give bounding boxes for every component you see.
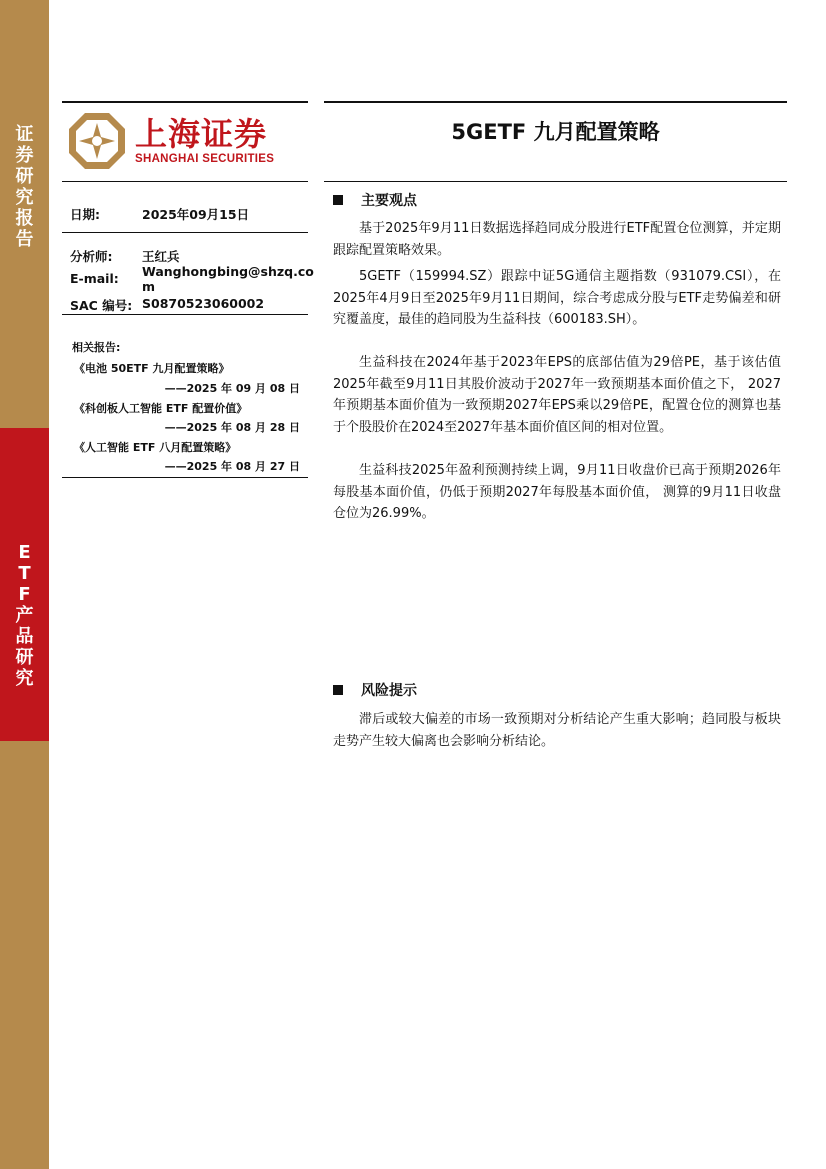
analyst-value: 王红兵 — [142, 249, 180, 264]
logo-text-cn: 上海证券 — [135, 115, 268, 153]
sac-value: S0870523060002 — [142, 296, 265, 311]
email-label: E-mail: — [70, 271, 119, 286]
document-title: 5GETF 九月配置策略 — [451, 120, 660, 144]
paragraph: 基于2025年9月11日数据选择趋同成分股进行ETF配置仓位测算，并定期跟踪配置策略效果。 — [333, 221, 781, 258]
side-top-text: 证券研究报告 — [15, 124, 34, 250]
paragraph: 生益科技在2024年基于2023年EPS的底部估值为29倍PE，基于该估值2025年截至9月11日其股价波动于2027年一致预期基本面价值之下， 2027年预期基本面价值为一致预期2027年EPS乘以29倍PE，配置仓位的测算也基于个股股价在2024至2027年基本面价值区间的相对位置。 — [333, 355, 781, 435]
header-rule-right — [324, 101, 787, 103]
header-bottom-rule-right — [324, 181, 787, 182]
paragraph: 5GETF（159994.SZ）跟踪中证5G通信主题指数（931079.CSI），在2025年4月9日至2025年9月11日期间，综合考虑成分股与ETF走势偏差和研究覆盖度，最佳的趋同股为生益科技（600183.SH）。 — [333, 269, 781, 327]
section-heading-text: 主要观点 — [361, 193, 417, 209]
related-reports-title: 相关报告: — [72, 341, 121, 354]
sac-label: SAC 编号: — [70, 298, 133, 313]
side-label-category — [0, 542, 49, 689]
header-rule-left — [62, 101, 308, 103]
bullet-square-icon — [333, 685, 343, 695]
side-mid-text: ETF产品研究 — [15, 542, 34, 689]
logo-text-en: SHANGHAI SECURITIES — [135, 153, 275, 165]
related-report-date: ——2025 年 08 月 28 日 — [164, 421, 300, 434]
info-rule-2 — [62, 314, 308, 315]
section-heading-key-points — [333, 190, 417, 210]
analyst-label: 分析师: — [70, 249, 113, 264]
paragraph: 生益科技2025年盈利预测持续上调，9月11日收盘价已高于预期2026年每股基本面价值，仍低于预期2027年每股基本面价值， 测算的9月11日收盘仓位为26.99%。 — [333, 463, 781, 521]
related-report-date: ——2025 年 08 月 27 日 — [164, 460, 300, 473]
date-value: 2025年09月15日 — [142, 207, 250, 222]
date-label: 日期: — [70, 207, 100, 222]
related-report-name[interactable]: 《人工智能 ETF 八月配置策略》 — [74, 441, 237, 454]
related-rule — [62, 477, 308, 478]
related-report-name[interactable]: 《电池 50ETF 九月配置策略》 — [74, 362, 230, 375]
email-value-line1[interactable]: Wanghongbing@shzq.co — [142, 264, 314, 279]
bullet-square-icon — [333, 195, 343, 205]
company-logo-icon — [67, 111, 127, 171]
related-report-name[interactable]: 《科创板人工智能 ETF 配置价值》 — [74, 402, 248, 415]
info-rule-1 — [62, 232, 308, 233]
email-value-line2[interactable]: m — [142, 279, 156, 294]
side-label-report-type — [0, 124, 49, 250]
related-report-date: ——2025 年 09 月 08 日 — [164, 382, 300, 395]
section-heading-text: 风险提示 — [361, 683, 417, 699]
section-heading-risk — [333, 680, 417, 700]
header-bottom-rule-left — [62, 181, 308, 182]
risk-paragraph: 滞后或较大偏差的市场一致预期对分析结论产生重大影响；趋同股与板块走势产生较大偏离也会影响分析结论。 — [333, 712, 781, 749]
